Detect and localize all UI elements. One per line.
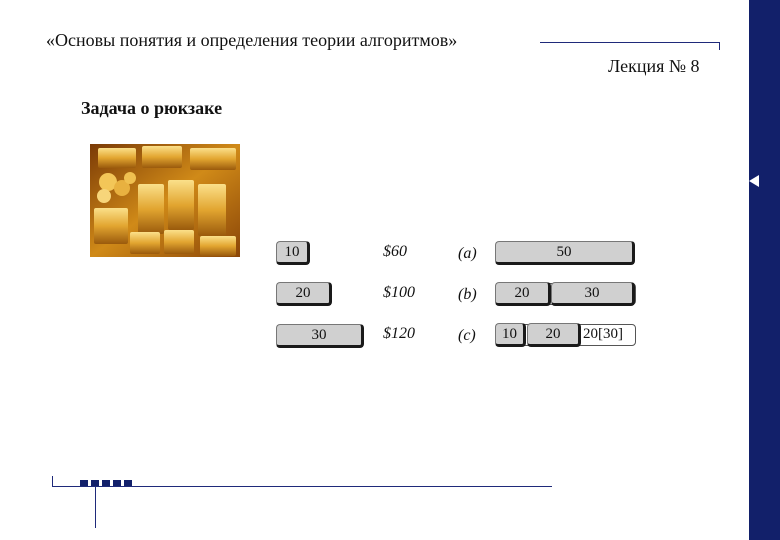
item-a-price: $60 xyxy=(383,243,407,260)
lecture-series-title: «Основы понятия и определения теории алгоритмов» xyxy=(46,30,458,50)
item-a-weight-box: 10 xyxy=(276,241,310,265)
solution-c-item-20: 20 xyxy=(527,323,581,347)
footer-vertical-line xyxy=(95,486,96,528)
header-divider-tick xyxy=(719,42,720,50)
footer-dots xyxy=(80,480,132,486)
solution-c-item-10: 10 xyxy=(495,323,526,347)
footer-divider xyxy=(52,486,552,487)
solution-b-label: (b) xyxy=(458,286,477,303)
footer-dot xyxy=(91,480,99,486)
lecture-number: Лекция № 8 xyxy=(608,56,700,76)
footer-dot xyxy=(102,480,110,486)
item-b-weight-box: 20 xyxy=(276,282,332,306)
item-c-price: $120 xyxy=(383,325,415,342)
slide-heading: Задача о рюкзаке xyxy=(81,98,223,118)
footer-dot xyxy=(113,480,121,486)
right-accent-bar xyxy=(749,0,780,540)
solution-c-fraction-label: 20[30] xyxy=(583,326,623,342)
solution-b-item-30: 30 xyxy=(551,282,635,306)
gold-bars-image xyxy=(90,144,240,257)
item-c-weight-box: 30 xyxy=(276,324,364,348)
solution-c-label: (c) xyxy=(458,327,476,344)
header-divider xyxy=(540,42,720,43)
footer-dot xyxy=(80,480,88,486)
right-bar-notch xyxy=(749,175,759,187)
solution-a-label: (a) xyxy=(458,245,477,262)
solution-a-item-50: 50 xyxy=(495,241,635,265)
item-b-price: $100 xyxy=(383,284,415,301)
footer-dot xyxy=(124,480,132,486)
solution-b-item-20: 20 xyxy=(495,282,551,306)
